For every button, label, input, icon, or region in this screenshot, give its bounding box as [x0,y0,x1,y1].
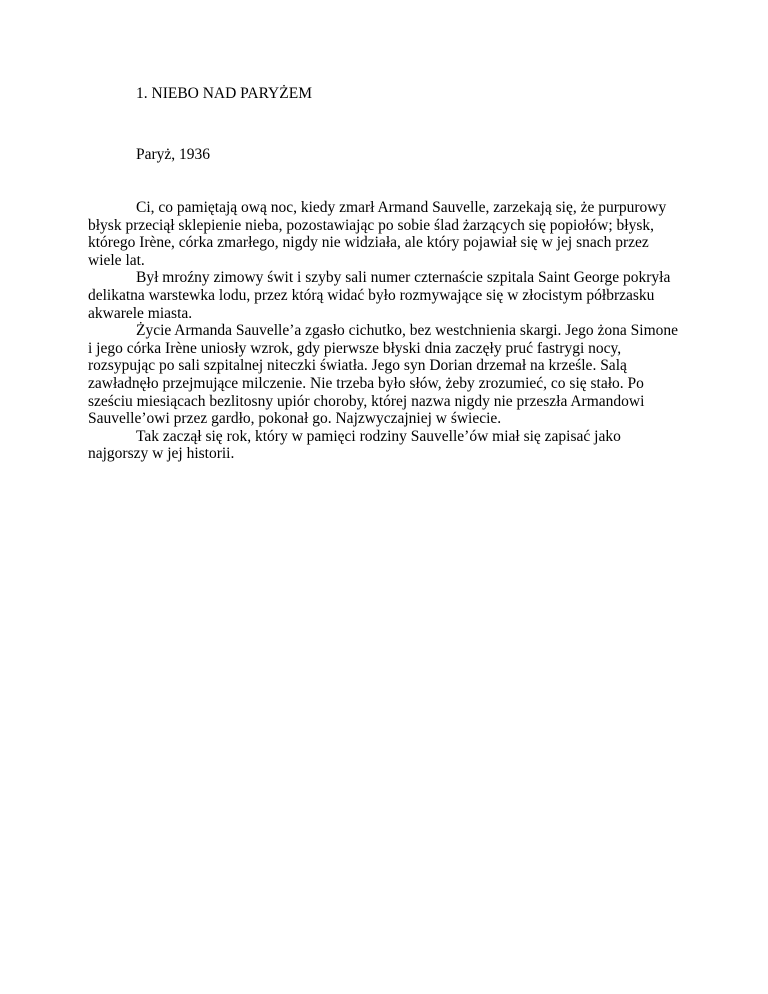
paragraph: Tak zaczął się rok, który w pamięci rodziny Sauvelle’ów miał się zapisać jako najgorszy w jej historii. [88,427,621,463]
paragraph: Życie Armanda Sauvelle’a zgasło cichutko, bez westchnienia skargi. Jego żona Simone i jego córka Irène uniosły wzrok, gdy pierwsze błyski dnia zaczęły pruć fastrygi nocy, rozsypując po sali szpitalnej niteczki światła. Jego syn Dorian drzemał na krześle. Salą zawładnęło przejmujące milczenie. Nie trzeba było słów, żeby zrozumieć, co się stało. Po sześciu miesiącach bezlitosny upiór choroby, której nazwa nigdy nie przeszła Armandowi Sauvelle’owi przez gardło, pokonał go. Najzwyczajniej w świecie. [88,322,679,428]
chapter-title: 1. NIEBO NAD PARYŻEM [136,85,312,102]
body-text [88,199,680,463]
paragraph: Był mroźny zimowy świt i szyby sali numer czternaście szpitala Saint George pokryła delikatna warstewka lodu, przez którą widać było rozmywające się w złocistym półbrzasku akwarele miasta. [88,269,671,322]
place-date-heading: Paryż, 1936 [136,146,211,163]
paragraph: Ci, co pamiętają ową noc, kiedy zmarł Armand Sauvelle, zarzekają się, że purpurowy błysk przeciął sklepienie nieba, pozostawiając po sobie ślad żarzących się popiołów; błysk, którego Irène, córka zmarłego, nigdy nie widziała, ale który pojawiał się w jej snach przez wiele lat. [88,199,667,269]
